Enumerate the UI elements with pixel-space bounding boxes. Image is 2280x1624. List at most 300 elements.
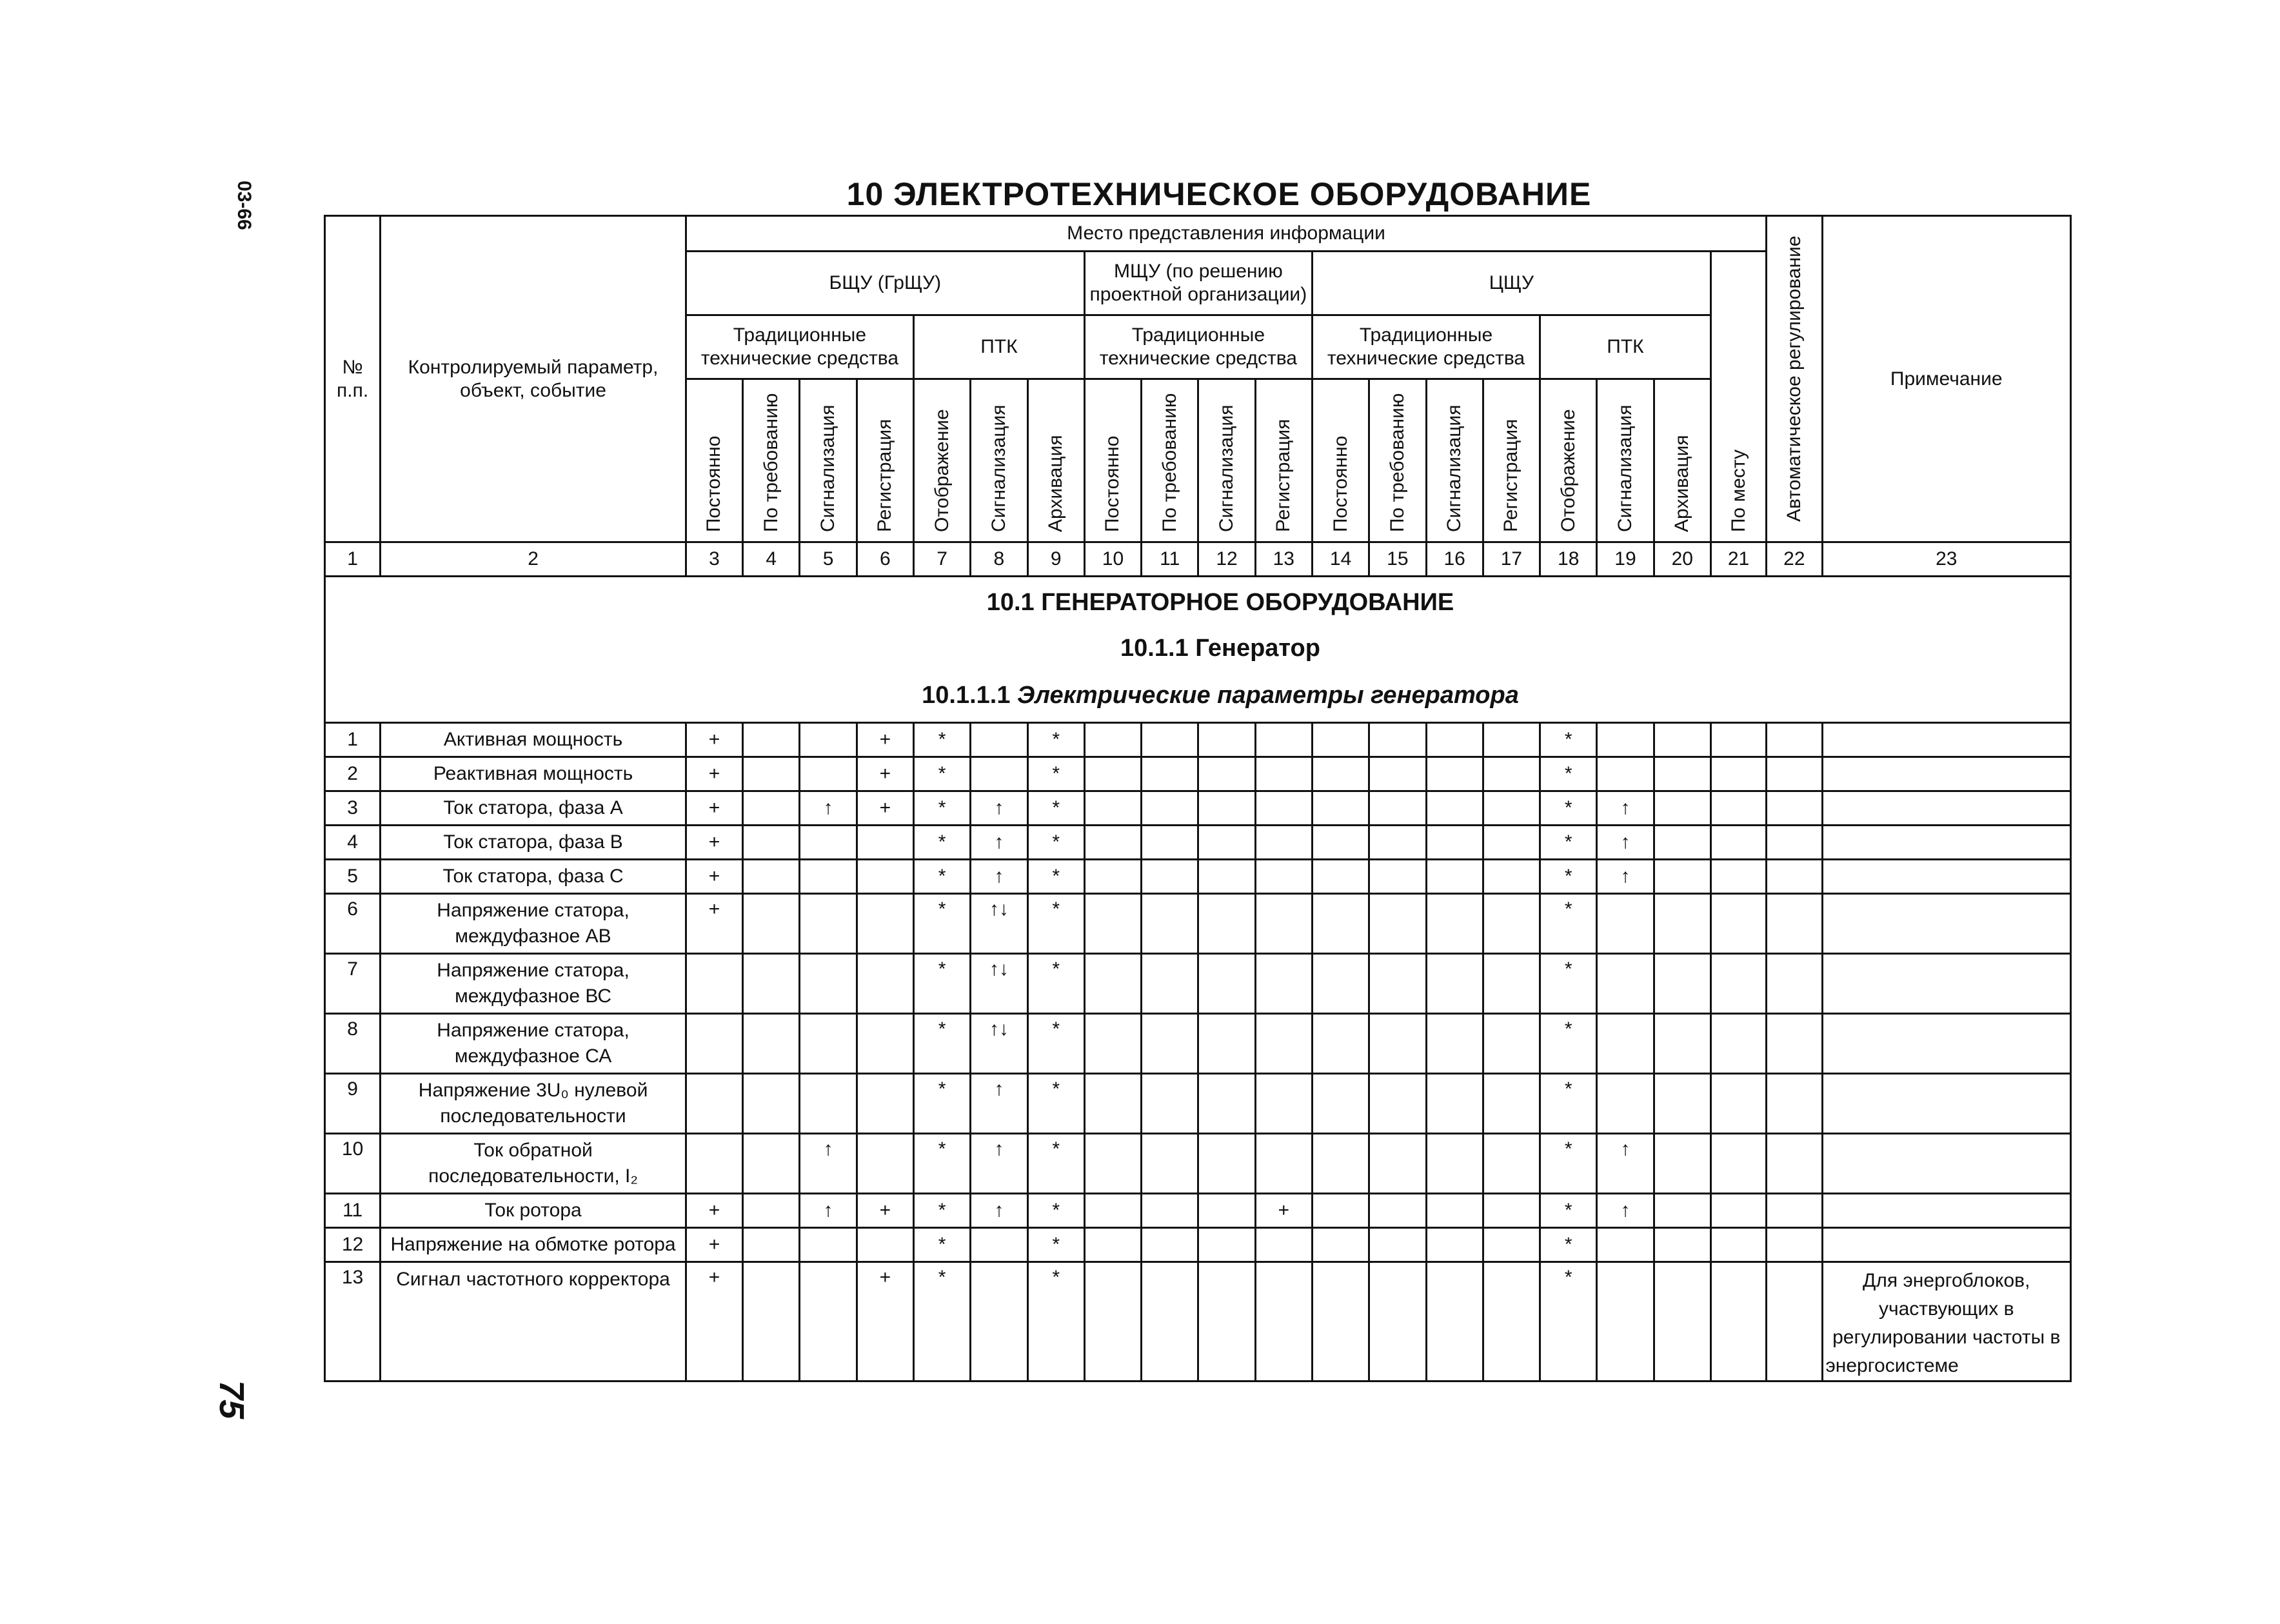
cell-col-22 [1767,894,1822,954]
cell-col-9: * [1027,894,1084,954]
table-row [325,723,2071,757]
cell-col-12 [1198,1262,1255,1381]
row-parameter: Ток статора, фаза А [381,791,686,826]
cell-col-17 [1483,757,1540,791]
cell-col-18: * [1540,1014,1597,1074]
cell-col-21 [1710,1134,1766,1194]
row-note [1822,723,2071,757]
header-col-10: Постоянно [1084,379,1141,542]
cell-col-21 [1710,826,1766,860]
cell-col-15 [1369,723,1426,757]
cell-col-15 [1369,826,1426,860]
cell-col-18: * [1540,757,1597,791]
cell-col-9: * [1027,1014,1084,1074]
cell-col-14 [1312,826,1369,860]
cell-col-9: * [1027,1228,1084,1262]
table-row [325,1014,2071,1074]
cell-col-21 [1710,723,1766,757]
cell-col-14 [1312,894,1369,954]
cell-col-12 [1198,1014,1255,1074]
cell-col-7: * [913,954,970,1014]
cell-col-4 [743,757,800,791]
header-col-18: Отображение [1540,379,1597,542]
cell-col-12 [1198,1194,1255,1228]
cell-col-6: + [857,757,913,791]
cell-col-8: ↑ [971,1194,1027,1228]
cell-col-15 [1369,1014,1426,1074]
cell-col-16 [1426,1194,1483,1228]
cell-col-10 [1084,1194,1141,1228]
cell-col-10 [1084,1074,1141,1134]
cell-col-22 [1767,1074,1822,1134]
header-col-9: Архивация [1027,379,1084,542]
row-parameter: Реактивная мощность [381,757,686,791]
header-place: Место представления информации [686,216,1766,252]
cell-col-11 [1142,1134,1198,1194]
cell-col-5: ↑ [800,791,857,826]
cell-col-16 [1426,954,1483,1014]
cell-col-22 [1767,1014,1822,1074]
cell-col-8: ↑↓ [971,1014,1027,1074]
header-col-7: Отображение [913,379,970,542]
cell-col-5 [800,1014,857,1074]
section-heading-1: 10.1 ГЕНЕРАТОРНОЕ ОБОРУДОВАНИЕ [986,589,1454,616]
header-cshu-ptk: ПТК [1540,315,1711,379]
cell-col-18: * [1540,723,1597,757]
header-param: Контролируемый параметр, объект, событие [381,216,686,542]
cell-col-4 [743,791,800,826]
cell-col-18: * [1540,1262,1597,1381]
col-number: 17 [1483,542,1540,577]
data-rows [325,723,2071,1381]
page-title: 10 ЭЛЕКТРОТЕХНИЧЕСКОЕ ОБОРУДОВАНИЕ [846,176,1592,212]
cell-col-11 [1142,1074,1198,1134]
cell-col-11 [1142,894,1198,954]
cell-col-21 [1710,1194,1766,1228]
cell-col-13 [1255,860,1312,894]
column-number-row [325,542,2071,577]
header-auto-reg: Автоматическое регулирование [1767,216,1822,542]
cell-col-3 [686,1074,742,1134]
cell-col-4 [743,1262,800,1381]
row-parameter: Напряжение статора, междуфазное АВ [381,894,686,954]
cell-col-12 [1198,1074,1255,1134]
row-parameter: Напряжение статора, междуфазное СА [381,1014,686,1074]
cell-col-6: + [857,723,913,757]
row-number: 9 [325,1074,381,1134]
cell-col-20 [1654,757,1710,791]
col-number: 22 [1767,542,1822,577]
cell-col-19 [1597,1262,1654,1381]
cell-col-3 [686,1134,742,1194]
cell-col-12 [1198,826,1255,860]
cell-col-9: * [1027,723,1084,757]
cell-col-15 [1369,954,1426,1014]
cell-col-7: * [913,1228,970,1262]
col-number: 21 [1710,542,1766,577]
header-bshu-ptk: ПТК [913,315,1084,379]
cell-col-12 [1198,1228,1255,1262]
section-heading-3: 10.1.1.1 Электрические параметры генератора [922,682,1519,709]
cell-col-21 [1710,1014,1766,1074]
table-row [325,894,2071,954]
cell-col-3 [686,954,742,1014]
table-row [325,757,2071,791]
table-row [325,791,2071,826]
cell-col-20 [1654,1134,1710,1194]
table-row [325,1194,2071,1228]
cell-col-3: + [686,757,742,791]
row-note [1822,1228,2071,1262]
cell-col-6: + [857,791,913,826]
cell-col-14 [1312,791,1369,826]
cell-col-20 [1654,1262,1710,1381]
cell-col-20 [1654,1228,1710,1262]
cell-col-17 [1483,1134,1540,1194]
cell-col-13 [1255,1074,1312,1134]
cell-col-8: ↑ [971,826,1027,860]
col-number: 1 [325,542,381,577]
row-note [1822,791,2071,826]
cell-col-17 [1483,894,1540,954]
cell-col-20 [1654,826,1710,860]
cell-col-9: * [1027,1262,1084,1381]
row-note [1822,826,2071,860]
cell-col-6 [857,894,913,954]
row-number: 7 [325,954,381,1014]
cell-col-19 [1597,954,1654,1014]
col-number: 4 [743,542,800,577]
cell-col-16 [1426,1074,1483,1134]
header-col-19: Сигнализация [1597,379,1654,542]
cell-col-10 [1084,894,1141,954]
cell-col-17 [1483,1262,1540,1381]
cell-col-5 [800,757,857,791]
cell-col-10 [1084,860,1141,894]
cell-col-14 [1312,757,1369,791]
cell-col-14 [1312,1134,1369,1194]
cell-col-4 [743,826,800,860]
cell-col-11 [1142,954,1198,1014]
cell-col-15 [1369,860,1426,894]
cell-col-11 [1142,791,1198,826]
cell-col-20 [1654,954,1710,1014]
cell-col-7: * [913,1074,970,1134]
header-col-5: Сигнализация [800,379,857,542]
cell-col-13 [1255,894,1312,954]
row-parameter: Напряжение на обмотке ротора [381,1228,686,1262]
col-number: 20 [1654,542,1710,577]
cell-col-10 [1084,757,1141,791]
cell-col-7: * [913,894,970,954]
header-col-3: Постоянно [686,379,742,542]
cell-col-18: * [1540,860,1597,894]
cell-col-7: * [913,757,970,791]
header-bshu: БЩУ (ГрЩУ) [686,252,1084,315]
cell-col-19: ↑ [1597,791,1654,826]
cell-col-14 [1312,1262,1369,1381]
header-num: № п.п. [325,216,381,542]
row-number: 3 [325,791,381,826]
header-col-12: Сигнализация [1198,379,1255,542]
cell-col-17 [1483,1074,1540,1134]
row-number: 10 [325,1134,381,1194]
cell-col-3: + [686,894,742,954]
col-number: 12 [1198,542,1255,577]
cell-col-9: * [1027,757,1084,791]
cell-col-14 [1312,723,1369,757]
cell-col-19: ↑ [1597,1134,1654,1194]
cell-col-3: + [686,723,742,757]
row-note [1822,1014,2071,1074]
cell-col-13 [1255,954,1312,1014]
header-col-13: Регистрация [1255,379,1312,542]
col-number: 9 [1027,542,1084,577]
row-parameter: Ток обратной последовательности, I₂ [381,1134,686,1194]
cell-col-22 [1767,723,1822,757]
cell-col-5 [800,723,857,757]
cell-col-4 [743,954,800,1014]
cell-col-20 [1654,860,1710,894]
cell-col-19 [1597,1228,1654,1262]
cell-col-3 [686,1014,742,1074]
cell-col-16 [1426,860,1483,894]
row-note: Для энергоблоков, участвующих в регулировании частоты в энергосистеме [1822,1262,2071,1381]
header-col-11: По требованию [1142,379,1198,542]
cell-col-15 [1369,894,1426,954]
cell-col-7: * [913,826,970,860]
row-number: 12 [325,1228,381,1262]
cell-col-4 [743,1228,800,1262]
col-number: 18 [1540,542,1597,577]
cell-col-4 [743,860,800,894]
cell-col-8: ↑ [971,1134,1027,1194]
row-parameter: Напряжение статора, междуфазное ВС [381,954,686,1014]
cell-col-10 [1084,1014,1141,1074]
cell-col-5 [800,1262,857,1381]
row-parameter: Активная мощность [381,723,686,757]
cell-col-18: * [1540,826,1597,860]
cell-col-16 [1426,894,1483,954]
cell-col-22 [1767,826,1822,860]
row-note [1822,1194,2071,1228]
cell-col-11 [1142,826,1198,860]
cell-col-15 [1369,1194,1426,1228]
cell-col-5: ↑ [800,1194,857,1228]
row-note [1822,757,2071,791]
cell-col-6: + [857,1194,913,1228]
cell-col-18: * [1540,1134,1597,1194]
cell-col-18: * [1540,1194,1597,1228]
table-row [325,1074,2071,1134]
cell-col-11 [1142,1014,1198,1074]
cell-col-3: + [686,1228,742,1262]
cell-col-11 [1142,1194,1198,1228]
cell-col-8: ↑ [971,1074,1027,1134]
cell-col-11 [1142,723,1198,757]
cell-col-4 [743,1074,800,1134]
cell-col-22 [1767,1194,1822,1228]
page-number: 75 [212,1380,251,1420]
cell-col-8: ↑ [971,791,1027,826]
cell-col-12 [1198,1134,1255,1194]
cell-col-17 [1483,860,1540,894]
header-col-4: По требованию [743,379,800,542]
cell-col-5 [800,826,857,860]
cell-col-19: ↑ [1597,1194,1654,1228]
cell-col-18: * [1540,1228,1597,1262]
row-parameter: Ток ротора [381,1194,686,1228]
table-row [325,1228,2071,1262]
row-parameter: Сигнал частотного корректора [381,1262,686,1381]
cell-col-15 [1369,791,1426,826]
row-note [1822,1074,2071,1134]
col-number: 15 [1369,542,1426,577]
row-parameter: Ток статора, фаза В [381,826,686,860]
col-number: 19 [1597,542,1654,577]
col-number: 13 [1255,542,1312,577]
cell-col-3: + [686,1262,742,1381]
col-number: 8 [971,542,1027,577]
header-note: Примечание [1822,216,2071,542]
row-note [1822,1134,2071,1194]
cell-col-11 [1142,860,1198,894]
header-bshu-trad: Традиционные технические средства [686,315,913,379]
cell-col-7: * [913,791,970,826]
cell-col-8 [971,1262,1027,1381]
cell-col-13 [1255,1262,1312,1381]
cell-col-3: + [686,826,742,860]
row-number: 4 [325,826,381,860]
col-number: 11 [1142,542,1198,577]
cell-col-16 [1426,723,1483,757]
cell-col-5: ↑ [800,1134,857,1194]
col-number: 16 [1426,542,1483,577]
cell-col-18: * [1540,791,1597,826]
cell-col-21 [1710,860,1766,894]
cell-col-6 [857,826,913,860]
cell-col-21 [1710,954,1766,1014]
cell-col-8 [971,1228,1027,1262]
col-number: 14 [1312,542,1369,577]
cell-col-17 [1483,826,1540,860]
cell-col-19 [1597,757,1654,791]
col-number: 2 [381,542,686,577]
header-col-20: Архивация [1654,379,1710,542]
header-col-17: Регистрация [1483,379,1540,542]
cell-col-17 [1483,954,1540,1014]
row-parameter: Ток статора, фаза С [381,860,686,894]
cell-col-10 [1084,1262,1141,1381]
cell-col-22 [1767,1228,1822,1262]
cell-col-6: + [857,1262,913,1381]
cell-col-5 [800,1074,857,1134]
cell-col-12 [1198,723,1255,757]
cell-col-20 [1654,894,1710,954]
cell-col-17 [1483,791,1540,826]
col-number: 7 [913,542,970,577]
cell-col-15 [1369,757,1426,791]
cell-col-16 [1426,757,1483,791]
cell-col-7: * [913,1014,970,1074]
cell-col-4 [743,894,800,954]
col-number: 5 [800,542,857,577]
cell-col-7: * [913,1194,970,1228]
cell-col-20 [1654,1074,1710,1134]
table-row [325,826,2071,860]
cell-col-17 [1483,1014,1540,1074]
cell-col-5 [800,860,857,894]
cell-col-12 [1198,757,1255,791]
cell-col-11 [1142,1228,1198,1262]
cell-col-19: ↑ [1597,826,1654,860]
header-col-8: Сигнализация [971,379,1027,542]
cell-col-18: * [1540,954,1597,1014]
cell-col-21 [1710,1262,1766,1381]
cell-col-22 [1767,791,1822,826]
cell-col-11 [1142,1262,1198,1381]
cell-col-13 [1255,1014,1312,1074]
cell-col-9: * [1027,791,1084,826]
row-note [1822,954,2071,1014]
row-parameter: Напряжение 3U₀ нулевой последовательности [381,1074,686,1134]
cell-col-14 [1312,1228,1369,1262]
cell-col-7: * [913,1262,970,1381]
cell-col-16 [1426,826,1483,860]
cell-col-13: + [1255,1194,1312,1228]
cell-col-13 [1255,1228,1312,1262]
cell-col-9: * [1027,826,1084,860]
cell-col-22 [1767,1134,1822,1194]
cell-col-19 [1597,1014,1654,1074]
row-number: 11 [325,1194,381,1228]
table-row [325,1134,2071,1194]
cell-col-12 [1198,860,1255,894]
cell-col-4 [743,1134,800,1194]
cell-col-12 [1198,894,1255,954]
header-col-6: Регистрация [857,379,913,542]
col-number: 10 [1084,542,1141,577]
row-number: 1 [325,723,381,757]
cell-col-3: + [686,791,742,826]
cell-col-14 [1312,1194,1369,1228]
col-number: 3 [686,542,742,577]
cell-col-5 [800,954,857,1014]
cell-col-7: * [913,860,970,894]
cell-col-20 [1654,1014,1710,1074]
cell-col-8 [971,757,1027,791]
cell-col-21 [1710,894,1766,954]
cell-col-9: * [1027,954,1084,1014]
cell-col-6 [857,1014,913,1074]
section-heading-2: 10.1.1 Генератор [1120,635,1320,662]
cell-col-11 [1142,757,1198,791]
cell-col-6 [857,954,913,1014]
header-mshu-trad: Традиционные технические средства [1084,315,1312,379]
cell-col-22 [1767,757,1822,791]
cell-col-14 [1312,954,1369,1014]
row-number: 2 [325,757,381,791]
cell-col-19: ↑ [1597,860,1654,894]
cell-col-16 [1426,1134,1483,1194]
cell-col-10 [1084,826,1141,860]
cell-col-13 [1255,757,1312,791]
header-on-site: По месту [1710,252,1766,542]
cell-col-18: * [1540,1074,1597,1134]
header-cshu: ЦЩУ [1312,252,1710,315]
section-headings [325,577,2071,723]
header-cshu-trad: Традиционные технические средства [1312,315,1540,379]
